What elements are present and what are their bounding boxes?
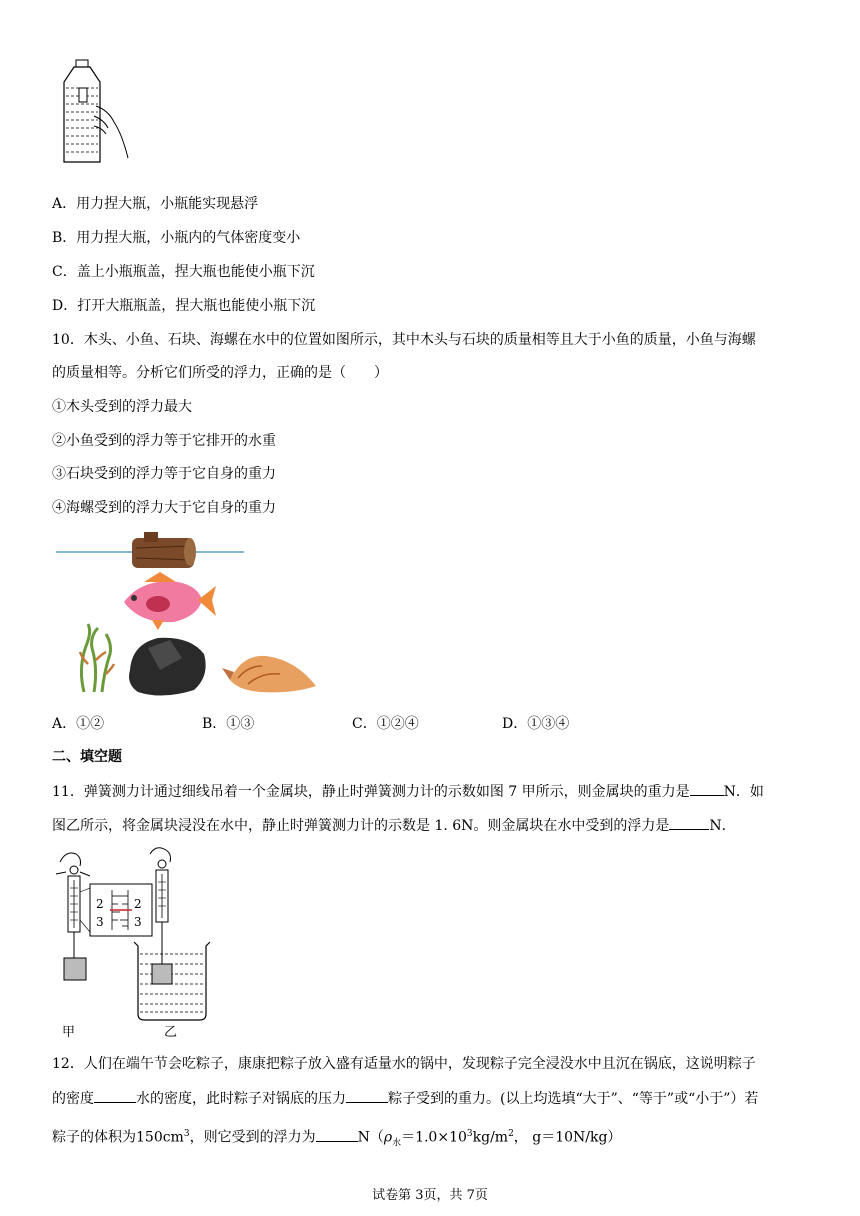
q9-option-d: D．打开大瓶瓶盖，捏大瓶也能使小瓶下沉 [52, 298, 316, 314]
conch-shell [222, 656, 316, 693]
q9-option-c: C．盖上小瓶瓶盖，捏大瓶也能使小瓶下沉 [52, 264, 315, 280]
q12-blank-1[interactable] [94, 1088, 136, 1103]
q12-blank-2[interactable] [346, 1088, 388, 1103]
q10-option-c: C．①②④ [352, 716, 419, 732]
scale-mark-4: 3 [134, 915, 142, 929]
q10-option-a: A．①② [52, 716, 105, 732]
q9-option-a: A．用力捏大瓶，小瓶能实现悬浮 [52, 196, 259, 212]
fish [124, 572, 216, 630]
q11-line1: 11．弹簧测力计通过细线吊着一个金属块，静止时弹簧测力计的示数如图 7 甲所示，则金属块的重力是 N．如 [52, 781, 764, 802]
stone [129, 638, 206, 696]
seaweed [80, 624, 114, 692]
label-jia: 甲 [62, 1024, 76, 1039]
q11-line2: 图乙所示，将金属块浸没在水中，静止时弹簧测力计的示数是 1. 6N。则金属块在水中受到的浮力是 N． [52, 815, 736, 836]
q11-blank-1[interactable] [690, 781, 724, 796]
scale-mark-3: 2 [134, 897, 142, 911]
q9-option-b: B．用力捏大瓶，小瓶内的气体密度变小 [52, 230, 301, 246]
spring-scale-figure [52, 846, 222, 1042]
scale-mark-1: 2 [96, 897, 104, 911]
q12-line3: 粽子的体积为$150cm^3$，则它受到的浮力为 $N(\rho_水=1.0\times 10^3kg/m^2$， g＝10N/kg） [52, 1124, 621, 1153]
q10-stem-line2: 的质量相等。分析它们所受的浮力，正确的是（ ） [52, 365, 388, 381]
label-yi: 乙 [164, 1024, 178, 1039]
scale-mark-2: 3 [96, 915, 104, 929]
floating-objects-figure [52, 528, 332, 700]
q10-statement-4: ④海螺受到的浮力大于它自身的重力 [52, 500, 276, 516]
q10-statement-1: ①木头受到的浮力最大 [52, 399, 192, 415]
wood-log [132, 532, 196, 568]
section-title: 二、填空题 [52, 749, 122, 765]
q11-blank-2[interactable] [669, 815, 709, 830]
q10-stem-line1: 10．木头、小鱼、石块、海螺在水中的位置如图所示，其中木头与石块的质量相等且大于小鱼的质量，小鱼与海螺 [52, 332, 756, 348]
bottle-figure [56, 58, 136, 166]
q10-statement-3: ③石块受到的浮力等于它自身的重力 [52, 466, 276, 482]
q10-option-d: D．①③④ [502, 716, 570, 732]
q12-line1: 12．人们在端午节会吃粽子，康康把粽子放入盛有适量水的锅中，发现粽子完全浸没水中且沉在锅底，这说明粽子 [52, 1056, 756, 1072]
q12-blank-3[interactable] [316, 1127, 358, 1142]
q10-option-b: B．①③ [202, 716, 255, 732]
q12-line2: 的密度 水的密度，此时粽子对锅底的压力 粽子受到的重力。(以上均选填“大于”、“等于”或“小于”）若 [52, 1088, 758, 1109]
q10-statement-2: ②小鱼受到的浮力等于它排开的水重 [52, 433, 276, 449]
page-footer: 试卷第 3页，共 7页 [372, 1188, 488, 1203]
